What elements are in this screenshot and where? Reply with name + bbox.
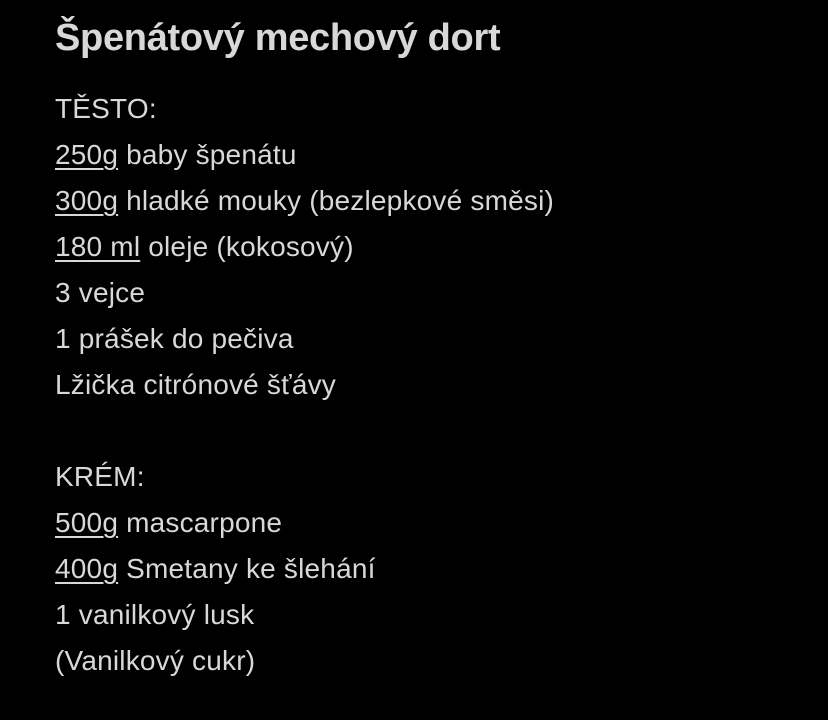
ingredient-line xyxy=(55,132,788,178)
ingredient-line xyxy=(55,224,788,270)
ingredient-line xyxy=(55,500,788,546)
ingredient-text: baby špenátu xyxy=(118,139,297,170)
ingredient-line xyxy=(55,638,788,684)
ingredient-text: 1 vanilkový lusk xyxy=(55,599,255,630)
ingredient-text: hladké mouky (bezlepkové směsi) xyxy=(118,185,555,216)
quantity-link[interactable]: 400g xyxy=(55,553,119,584)
ingredient-text: 1 prášek do pečiva xyxy=(55,323,294,354)
ingredient-line xyxy=(55,316,788,362)
section-heading-label: KRÉM: xyxy=(55,461,145,492)
quantity-link[interactable]: 300g xyxy=(55,185,119,216)
ingredient-text: (Vanilkový cukr) xyxy=(55,645,256,676)
ingredient-line xyxy=(55,546,788,592)
section-heading-label: TĚSTO: xyxy=(55,93,157,124)
note-title: Špenátový mechový dort xyxy=(55,17,501,59)
ingredient-line xyxy=(55,178,788,224)
ingredient-text: 3 vejce xyxy=(55,277,146,308)
ingredient-text: oleje (kokosový) xyxy=(140,231,354,262)
ingredient-text: Lžička citrónové šťávy xyxy=(55,369,337,400)
ingredient-text: mascarpone xyxy=(118,507,283,538)
ingredient-line xyxy=(55,270,788,316)
quantity-link[interactable]: 500g xyxy=(55,507,119,538)
ingredient-line xyxy=(55,592,788,638)
section-heading-testo xyxy=(55,86,788,132)
ingredient-line xyxy=(55,362,788,408)
quantity-link[interactable]: 250g xyxy=(55,139,119,170)
quantity-link[interactable]: 180 ml xyxy=(55,231,141,262)
section-heading-krem xyxy=(55,454,788,500)
ingredient-text: Smetany ke šlehání xyxy=(118,553,376,584)
blank-line xyxy=(55,408,788,454)
